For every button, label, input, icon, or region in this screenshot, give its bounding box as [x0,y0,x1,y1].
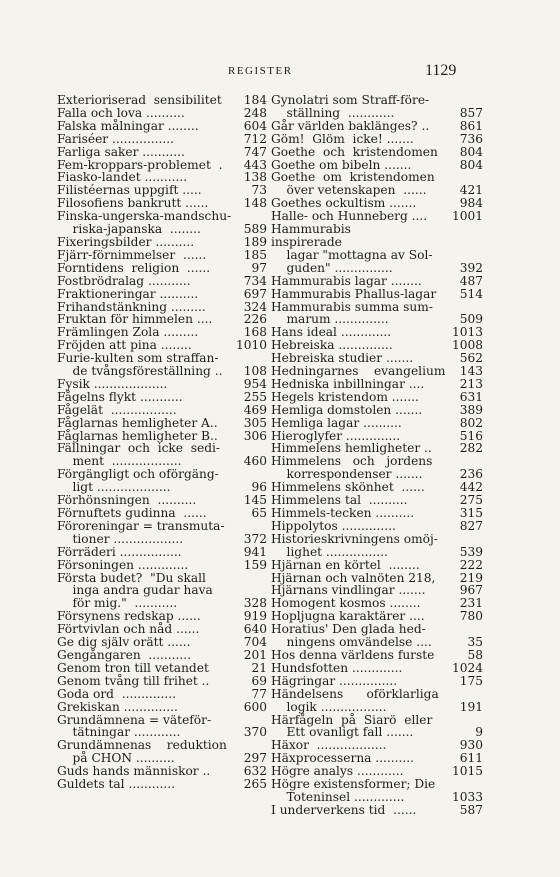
entry-text: Går världen baklänges? .. [271,118,430,133]
entry-text: Fjärr-förnimmelser ...... [57,247,207,262]
entry-page-number: 460 [243,454,267,469]
entry-page-number: 21 [251,660,267,675]
index-entry [57,94,267,107]
entry-text: Guds hands människor .. [57,764,211,779]
entry-page-number: 65 [251,506,267,520]
entry-page-number: 804 [459,157,483,172]
entry-text: Fågelät ................. [57,402,177,417]
entry-page-number: 600 [243,699,267,714]
entry-text: Goda ord .............. [57,686,176,701]
entry-text: Fällningar och icke sedi- [57,441,221,456]
entry-text: Hjärnans vindlingar ....... [271,583,426,598]
index-entry [271,649,483,662]
entry-text: Hebreiska studier ....... [271,351,414,366]
entry-text: Förräderi ................ [57,544,182,559]
entry-page-number: 827 [459,518,483,533]
index-column-left [57,94,267,791]
entry-text: lighet ................ [271,544,388,559]
entry-page-number: 389 [459,402,483,417]
index-entry [271,275,483,288]
entry-text: Hjärnan en körtel ........ [271,557,420,572]
index-entry [271,378,483,391]
entry-text: Försoningen ............. [57,557,189,572]
entry-text: ställning ............ [271,105,395,120]
entry-text: Goethe om kristendomen [271,170,435,185]
index-entry [57,662,267,675]
entry-text: Grekiskan .............. [57,699,178,714]
entry-text: Hjärnan och valnöten 218, [271,570,436,585]
index-entry [271,533,483,546]
entry-text: Ge dig själv orätt ...... [57,635,191,650]
index-entry [57,262,267,275]
entry-text: Fariséer ................ [57,131,174,146]
entry-page-number: 984 [459,196,483,211]
entry-page-number: 9 [475,725,483,740]
entry-page-number [449,778,483,791]
entry-text: Himmelens skönhet ...... [271,480,425,495]
entry-page-number: 189 [243,234,267,249]
entry-page-number: 1008 [451,338,483,353]
index-entry [271,120,483,133]
index-entry [271,559,483,572]
entry-page-number: 1001 [451,209,483,224]
index-entry [271,133,483,146]
entry-page-number: 509 [459,312,483,327]
entry-text: tätningar ............ [57,725,181,740]
entry-text: lagar "mottagna av Sol- [271,247,433,262]
entry-page-number: 96 [251,480,267,495]
entry-text: Högre analys ............ [271,764,404,779]
entry-page-number: 1024 [451,660,483,675]
index-entry [271,675,483,688]
entry-page-number: 640 [243,622,267,637]
index-entry [271,262,483,275]
index-entry [57,288,267,301]
entry-text: Hedniska inbillningar .... [271,376,425,391]
entry-text: tioner .................. [57,531,184,546]
index-entry [271,223,483,249]
index-entry [271,391,483,404]
entry-page-number [449,688,483,701]
index-entry [271,107,483,120]
entry-page-number: 191 [459,699,483,714]
entry-text: Goethe och kristendomen [271,144,438,159]
entry-text: Fysik ................... [57,376,168,391]
entry-text: ligt ................... [57,480,171,495]
entry-page-number: 370 [243,725,267,740]
entry-text: Filistéernas uppgift ..... [57,183,202,198]
entry-text: Gynolatri som Straff-före- [271,93,430,107]
index-entry [271,94,483,107]
index-entry [57,378,267,391]
entry-page-number: 236 [459,467,483,482]
entry-page-number: 97 [251,260,267,275]
entry-text: Finska-ungerska-mandschu- [57,209,232,224]
entry-page-number [449,94,483,107]
entry-text: guden" ............... [271,260,393,275]
entry-page-number: 712 [243,131,267,146]
entry-text: I underverkens tid ...... [271,802,417,817]
index-entry [57,133,267,146]
entry-page-number: 587 [459,802,483,817]
index-column-right [271,94,483,817]
entry-text: ment .................. [57,454,182,469]
entry-page-number: 143 [459,364,483,379]
index-entry [271,778,483,791]
entry-text: Hammurabis summa sum- [271,299,433,314]
entry-page-number: 275 [459,493,483,508]
index-entry [57,546,267,559]
index-entry [57,533,267,546]
index-entry [57,275,267,288]
entry-text: Hopljugna karaktärer .... [271,609,425,624]
entry-text: Förnuftets gudinna ...... [57,506,207,520]
entry-text: Häxor .................. [271,738,387,753]
entry-text: Himmelens tal .......... [271,493,408,508]
entry-page-number: 305 [243,415,267,430]
index-entry [271,701,483,714]
index-entry [271,791,483,804]
entry-page-number: 315 [459,506,483,520]
entry-page-number: 919 [243,609,267,624]
entry-page-number: 372 [243,531,267,546]
entry-page-number: 421 [459,183,483,198]
entry-page-number: 148 [243,196,267,211]
entry-page-number: 930 [459,738,483,753]
entry-page-number: 185 [243,247,267,262]
entry-page-number: 954 [243,376,267,391]
entry-page-number: 611 [459,751,483,766]
entry-text: Fostbrödralag ........... [57,273,191,288]
entry-text: Hägringar ............... [271,673,398,688]
entry-page-number: 469 [243,402,267,417]
index-entry [271,546,483,559]
entry-text: Himmelens hemligheter .. [271,441,432,456]
index-entry [57,146,267,159]
entry-text: Genom tvång till frihet .. [57,673,210,688]
entry-text: Fraktioneringar .......... [57,286,199,301]
entry-text: Hammurabis Phallus-lagar [271,286,437,301]
entry-text: Första budet? "Du skall [57,570,206,585]
entry-text: Fem-kroppars-problemet . [57,157,223,172]
entry-text: Frihandstänkning ......... [57,299,206,314]
entry-text: marum .............. [271,312,389,327]
entry-page-number: 734 [243,273,267,288]
entry-text: Fruktan för himmelen .... [57,312,213,327]
entry-page-number: 35 [467,635,483,650]
entry-text: Furie-kulten som straffan- [57,351,219,366]
entry-text: Hemliga domstolen ....... [271,402,423,417]
entry-text: Himmels-tecken .......... [271,506,415,520]
entry-page-number: 604 [243,118,267,133]
entry-text: inga andra gudar hava [57,583,213,598]
index-entry [57,701,267,714]
entry-page-number: 736 [459,131,483,146]
entry-text: Hegels kristendom ....... [271,389,419,404]
entry-page-number: 108 [243,364,267,379]
entry-text: Goethes ockultism ....... [271,196,417,211]
entry-page-number: 265 [243,777,267,792]
index-entry [57,391,267,404]
entry-text: Gengångaren ........... [57,647,192,662]
index-entry [271,804,483,817]
entry-page-number: 248 [243,105,267,120]
index-entry [57,507,267,520]
index-entry [271,249,483,262]
entry-page-number [233,520,267,533]
entry-page-number: 213 [459,376,483,391]
entry-page-number: 967 [459,583,483,598]
entry-page-number: 442 [459,480,483,495]
entry-text: Förgängligt och oförgäng- [57,467,219,482]
entry-text: Hans ideal ............. [271,325,392,340]
entry-page-number: 487 [459,273,483,288]
entry-text: Göm! Glöm icke! ....... [271,131,414,146]
entry-text: Genom tron till vetandet [57,660,209,675]
entry-page-number: 138 [243,170,267,185]
entry-text: Fågelns flykt ........... [57,389,183,404]
entry-page-number: 226 [243,312,267,327]
index-entry [57,417,267,430]
entry-page-number: 1013 [451,325,483,340]
entry-text: Grundämnena = väteför- [57,712,212,727]
running-title: REGISTER [228,65,293,77]
index-entry [57,559,267,572]
entry-page-number: 697 [243,286,267,301]
entry-text: Filosofiens bankrutt ...... [57,196,209,211]
index-entry [271,417,483,430]
entry-page-number: 780 [459,609,483,624]
entry-text: Horatius' Den glada hed- [271,622,426,637]
entry-page-number: 539 [459,544,483,559]
index-entry [271,288,483,301]
entry-page-number: 857 [459,105,483,120]
entry-page-number: 804 [459,144,483,159]
entry-text: ningens omvändelse .... [271,635,432,650]
entry-page-number: 516 [459,428,483,443]
entry-text: Hemliga lagar .......... [271,415,402,430]
entry-text: Hos denna världens furste [271,647,435,662]
entry-text: Hammurabis lagar ........ [271,273,422,288]
entry-page-number: 175 [459,673,483,688]
entry-page-number: 1015 [451,764,483,779]
entry-page-number: 632 [243,764,267,779]
entry-text: Forntidens religion ...... [57,260,211,275]
index-entry [271,662,483,675]
entry-text: Hippolytos .............. [271,518,396,533]
index-entry [271,146,483,159]
entry-text: Farliga saker ........... [57,144,185,159]
entry-page-number: 168 [243,325,267,340]
entry-page-number: 328 [243,596,267,611]
entry-page-number: 324 [243,299,267,314]
entry-page-number: 631 [459,389,483,404]
entry-page-number: 747 [243,144,267,159]
entry-text: Häxprocesserna .......... [271,751,415,766]
entry-page-number: 69 [251,673,267,688]
entry-text: Guldets tal ............ [57,777,175,792]
entry-page-number: 704 [243,635,267,650]
entry-page-number: 77 [251,686,267,701]
entry-page-number: 159 [243,557,267,572]
entry-page-number: 297 [243,751,267,766]
entry-text: riska-japanska ........ [57,222,201,237]
entry-page-number: 1033 [451,789,483,804]
index-entry [57,365,267,378]
entry-text: Falla och lova .......... [57,105,185,120]
entry-text: Fåglarnas hemligheter B.. [57,428,218,443]
index-entry [271,365,483,378]
entry-text: Hieroglyfer .............. [271,428,401,443]
entry-page-number: 201 [243,647,267,662]
entry-text: Fåglarnas hemligheter A.. [57,415,218,430]
entry-text: Högre existensformer; Die [271,777,436,792]
entry-text: Exterioriserad sensibilitet [57,93,222,107]
entry-page-number: 443 [243,157,267,172]
entry-text: Fröjden att pina ........ [57,338,192,353]
entry-text: Toteninsel ............. [271,789,405,804]
entry-page-number [449,249,483,262]
entry-page-number: 861 [459,118,483,133]
index-entry [57,249,267,262]
index-entry [271,688,483,701]
entry-page-number: 73 [251,183,267,198]
index-entry [57,236,267,249]
entry-page-number [233,572,267,585]
entry-text: Främlingen Zola ......... [57,325,199,340]
entry-text: de tvångsföreställning .. [57,364,223,379]
index-entry [271,507,483,520]
entry-page-number: 282 [459,441,483,456]
index-entry [271,520,483,533]
entry-page-number: 231 [459,596,483,611]
entry-text: Hebreiska .............. [271,338,393,353]
index-entry [57,107,267,120]
entry-text: Förtvivlan och nåd ...... [57,622,200,637]
entry-text: för mig." ........... [57,596,178,611]
entry-text: Grundämnenas reduktion [57,738,227,753]
entry-text: Härfågeln på Siarö eller [271,712,433,727]
entry-text: korrespondenser ....... [271,467,423,482]
entry-text: Hammurabis inspirerade [271,222,382,249]
entry-text: Homogent kosmos ........ [271,596,421,611]
entry-text: Fiasko-landet ........... [57,170,188,185]
index-entry [57,778,267,791]
entry-page-number: 184 [243,93,267,107]
entry-page-number: 306 [243,428,267,443]
entry-text: Hedningarnes evangelium [271,364,446,379]
entry-text: Fixeringsbilder .......... [57,234,195,249]
entry-text: Försynens redskap ...... [57,609,201,624]
entry-text: Goethe om bibeln ....... [271,157,412,172]
index-entry [271,404,483,417]
entry-text: över vetenskapen ...... [271,183,427,198]
entry-page-number: 219 [459,570,483,585]
page-number: 1129 [425,62,457,79]
index-entry [57,404,267,417]
entry-page-number: 941 [243,544,267,559]
entry-page-number: 392 [459,260,483,275]
page-header [0,62,560,82]
entry-text: Historieskrivningens omöj- [271,531,438,546]
entry-page-number: 255 [243,389,267,404]
entry-page-number: 145 [243,493,267,508]
entry-page-number: 514 [459,286,483,301]
entry-text: Hundsfotten ............. [271,660,403,675]
index-entry [57,120,267,133]
entry-page-number: 222 [459,557,483,572]
entry-text: på CHON .......... [57,751,175,766]
entry-page-number: 562 [459,351,483,366]
entry-page-number [449,533,483,546]
entry-text: Falska målningar ........ [57,118,199,133]
entry-text: Händelsens oförklarliga [271,686,439,701]
entry-text: Halle- och Hunneberg .... [271,209,428,224]
index-entry [57,649,267,662]
entry-page-number: 802 [459,415,483,430]
index-entry [57,688,267,701]
entry-page-number [449,223,483,249]
entry-page-number: 589 [243,222,267,237]
entry-text: Förhönsningen .......... [57,493,197,508]
entry-text: Himmelens och jordens [271,454,433,469]
entry-page-number: 58 [467,647,483,662]
entry-text: Ett ovanligt fall ....... [271,725,414,740]
index-entry [57,520,267,533]
entry-page-number: 1010 [235,338,267,353]
entry-text: Föroreningar = transmuta- [57,518,225,533]
entry-text: logik ................. [271,699,387,714]
index-entry [57,675,267,688]
